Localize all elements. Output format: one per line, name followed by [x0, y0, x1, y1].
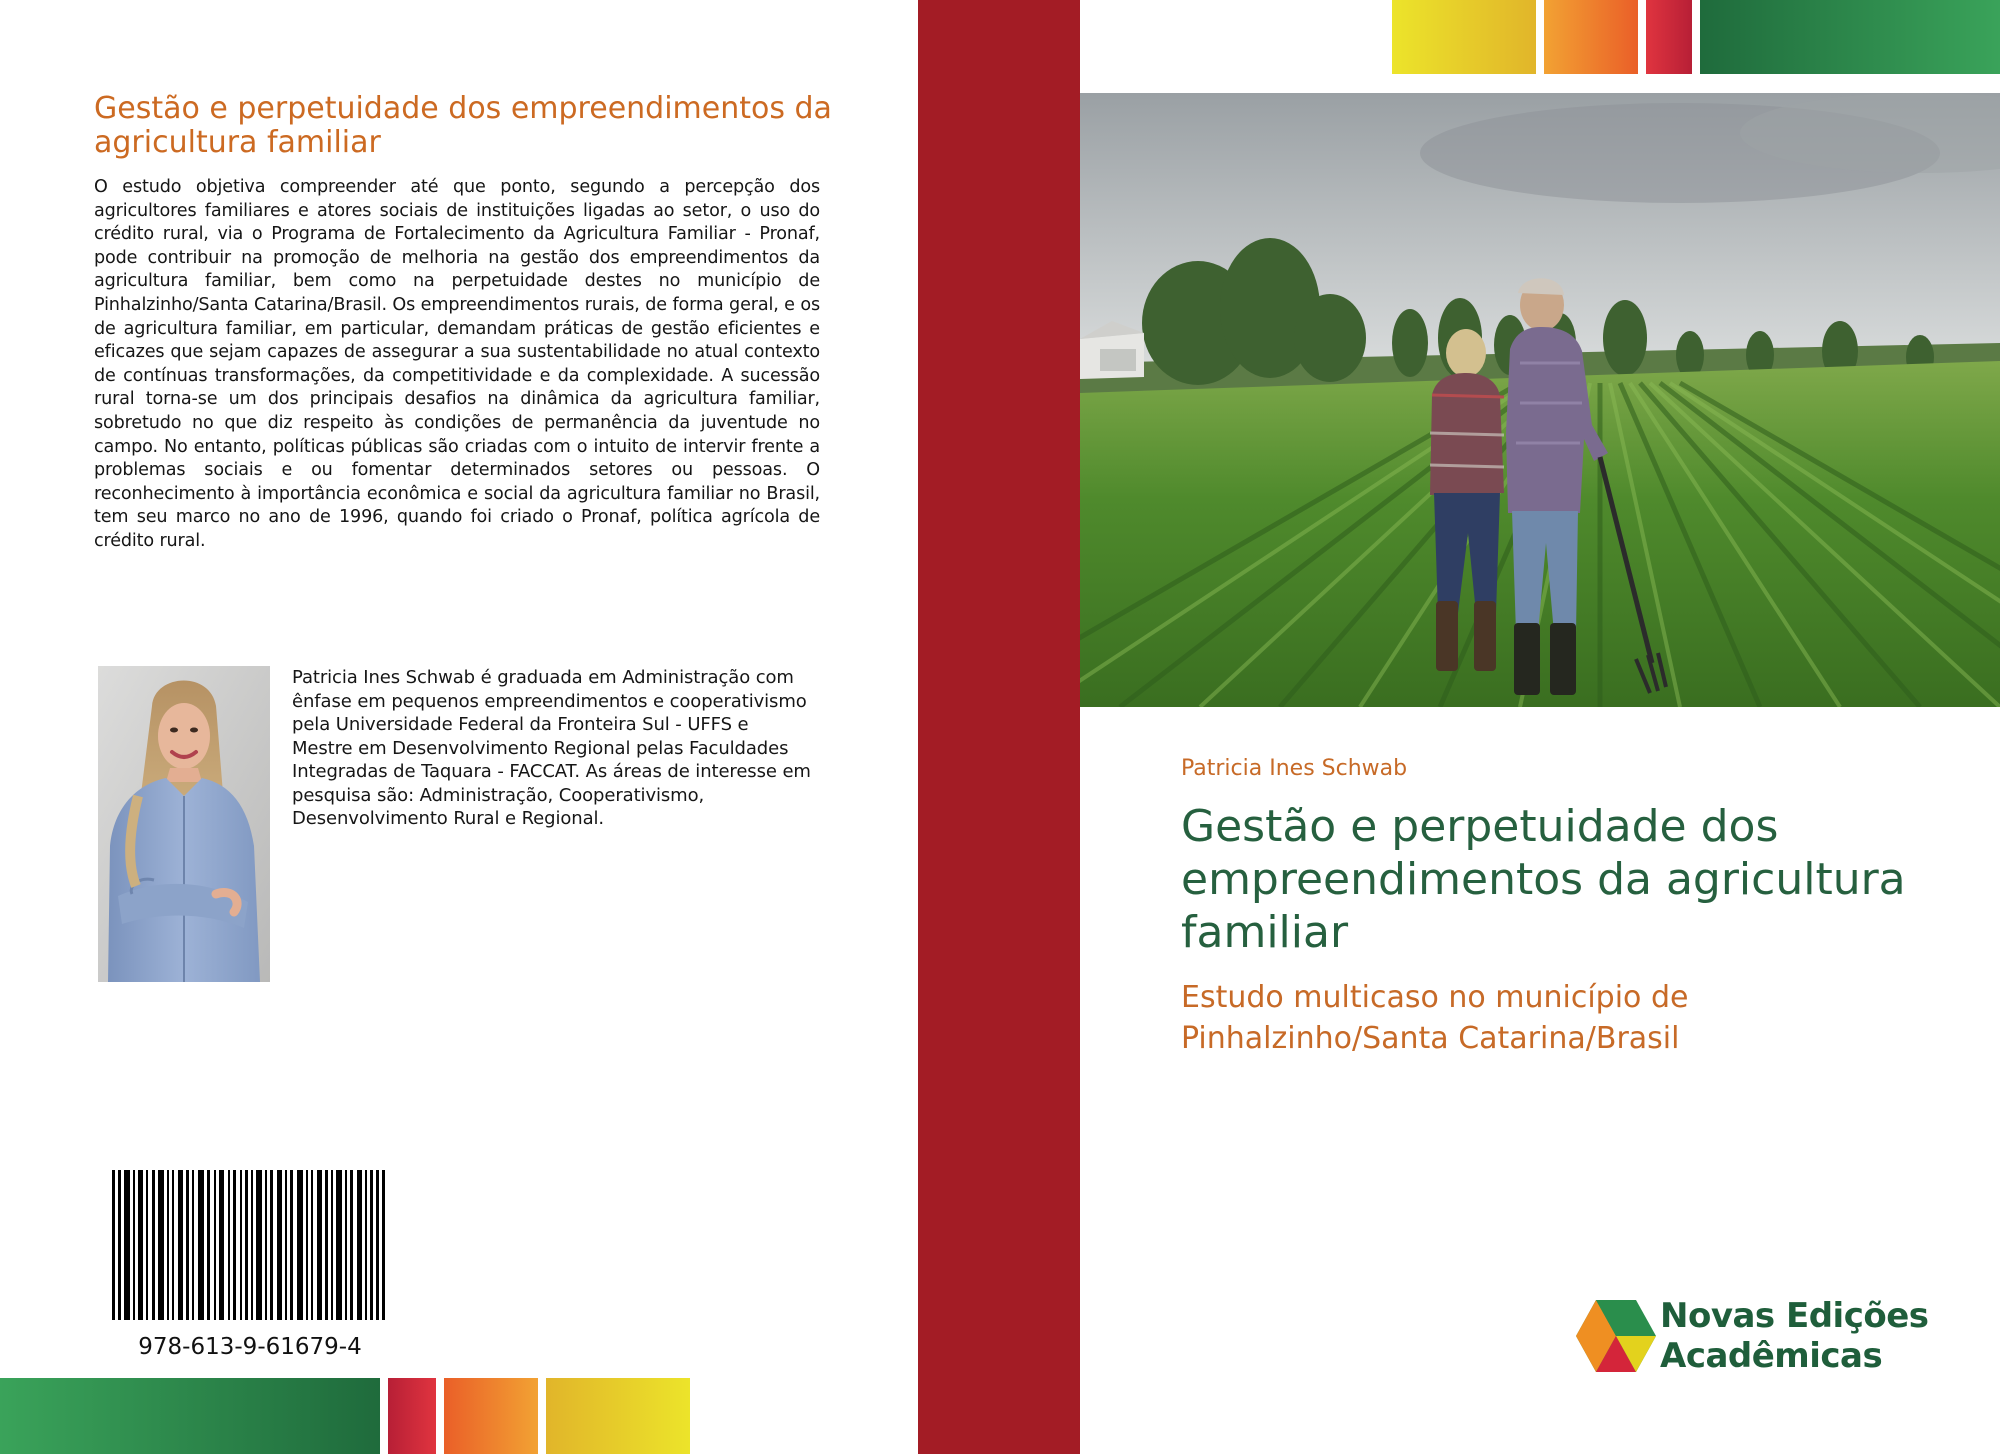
- author-biography: Patricia Ines Schwab é graduada em Administração com ênfase em pequenos empreendimentos e cooperativismo pela Universidade Federal da Fronteira Sul - UFFS e Mestre em Desenvolvimento Regional pelas Faculdades Integradas de Taquara - FACCAT. As áreas de interesse em pesquisa são: Administração, Cooperativismo, Desenvolvimento Rural e Regional.: [292, 667, 811, 829]
- stripe-orange: [444, 1378, 538, 1454]
- author-portrait-image: [98, 666, 270, 982]
- stripe-green: [0, 1378, 380, 1454]
- stripe-yellow: [546, 1378, 690, 1454]
- stripe-yellow: [1392, 0, 1536, 74]
- front-cover-subtitle: Estudo multicaso no município de Pinhalzinho/Santa Catarina/Brasil: [1181, 980, 1689, 1056]
- publisher-name-line1: Novas Edições: [1660, 1296, 1929, 1336]
- front-cover-title: Gestão e perpetuidade dos empreendimentos da agricultura familiar: [1181, 801, 1906, 958]
- front-cover-author: Patricia Ines Schwab: [1181, 756, 1408, 781]
- front-color-stripes: [1310, 0, 2000, 74]
- publisher-name: [1660, 1296, 1929, 1376]
- back-color-stripes: [0, 1378, 918, 1454]
- isbn-barcode: [112, 1170, 388, 1320]
- stripe-red: [1646, 0, 1692, 74]
- back-cover-title: Gestão e perpetuidade dos empreendimentos da agricultura familiar: [94, 91, 832, 160]
- stripe-green: [1700, 0, 2000, 74]
- front-cover: [1080, 0, 2000, 1454]
- publisher-name-line2: Acadêmicas: [1660, 1336, 1883, 1376]
- farmers-in-field-image: [1080, 93, 2000, 707]
- book-spine: [918, 0, 1080, 1454]
- stripe-orange: [1544, 0, 1638, 74]
- back-cover-blurb: O estudo objetiva compreender até que ponto, segundo a percepção dos agricultores familiares e atores sociais de instituições ligadas ao setor, o uso do crédito rural, via o Programa de Fortalecimento da Agricultura Familiar - Pronaf, pode contribuir na promoção de melhoria na gestão dos empreendimentos da agricultura familiar, bem como na perpetuidade destes no município de Pinhalzinho/Santa Catarina/Brasil. Os empreendimentos rurais, de forma geral, e os de agricultura familiar, em particular, demandam práticas de gestão eficientes e eficazes que sejam capazes de assegurar a sua sustentabilidade no atual contexto de contínuas transformações, da competitividade e da complexidade. A sucessão rural torna-se um dos principais desafios na dinâmica da agricultura familiar, sobretudo no que diz respeito às condições de permanência da juventude no campo. No entanto, políticas públicas são criadas com o intuito de intervir frente a problemas sociais e ou fomentar determinados setores ou pessoas. O reconhecimento à importância econômica e social da agricultura familiar no Brasil, tem seu marco no ano de 1996, quando foi criado o Pronaf, política agrícola de crédito rural.: [94, 177, 820, 551]
- publisher-logo: [1576, 1296, 1936, 1378]
- hexagon-logo-icon: [1576, 1298, 1656, 1374]
- isbn-number: 978-613-9-61679-4: [138, 1334, 362, 1360]
- back-cover: [0, 0, 918, 1454]
- stripe-red: [388, 1378, 436, 1454]
